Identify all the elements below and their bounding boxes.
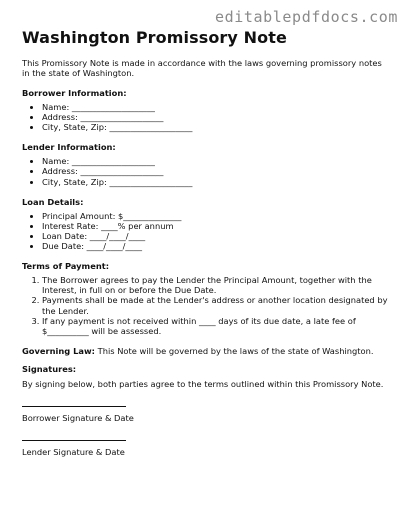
lender-list — [22, 156, 392, 186]
loan-list — [22, 211, 392, 251]
signatures-heading: Signatures: — [22, 364, 77, 375]
borrower-address-field: • Address: ____________________ — [42, 112, 392, 122]
term-item: 1. The Borrower agrees to pay the Lender the Principal Amount, together with the Interest, in full on or before the Due Date. — [42, 275, 392, 295]
due-date-field: • Due Date: ____/____/____ — [42, 241, 392, 251]
lender-signature-line — [22, 439, 126, 441]
document-title: Washington Promissory Note — [22, 28, 287, 47]
borrower-name-field: • Name: ____________________ — [42, 102, 392, 112]
borrower-heading: Borrower Information: — [22, 87, 127, 98]
term-item: 2. Payments shall be made at the Lender's address or another location designated by the Lender. — [42, 295, 392, 315]
lender-heading: Lender Information: — [22, 142, 116, 153]
loan-date-field: • Loan Date: ____/____/____ — [42, 231, 392, 241]
lender-name-field: • Name: ____________________ — [42, 156, 392, 166]
principal-amount-field: • Principal Amount: $______________ — [42, 211, 392, 221]
governing-law-text: This Note will be governed by the laws of the state of Washington. — [95, 345, 374, 356]
governing-law — [22, 346, 392, 356]
loan-heading: Loan Details: — [22, 196, 84, 207]
terms-list — [22, 275, 392, 336]
borrower-list — [22, 102, 392, 132]
borrower-city-field: • City, State, Zip: ____________________ — [42, 122, 392, 132]
governing-law-label: Governing Law: — [22, 345, 95, 356]
document-page — [22, 28, 392, 473]
terms-heading: Terms of Payment: — [22, 261, 110, 272]
lender-address-field: • Address: ____________________ — [42, 166, 392, 176]
watermark: editablepdfdocs.com — [215, 8, 398, 26]
lender-signature-label: Lender Signature & Date — [22, 447, 125, 458]
signatures-intro: By signing below, both parties agree to the terms outlined within this Promissory Note. — [22, 379, 384, 390]
intro-paragraph: This Promissory Note is made in accordance with the laws governing promissory notes in the state of Washington. — [22, 57, 382, 78]
interest-rate-field: • Interest Rate: ____% per annum — [42, 221, 392, 231]
borrower-signature-label: Borrower Signature & Date — [22, 413, 134, 424]
borrower-signature-line — [22, 405, 126, 407]
lender-city-field: • City, State, Zip: ____________________ — [42, 177, 392, 187]
term-item: 3. If any payment is not received within ____ days of its due date, a late fee of $__________ will be assessed. — [42, 316, 392, 336]
